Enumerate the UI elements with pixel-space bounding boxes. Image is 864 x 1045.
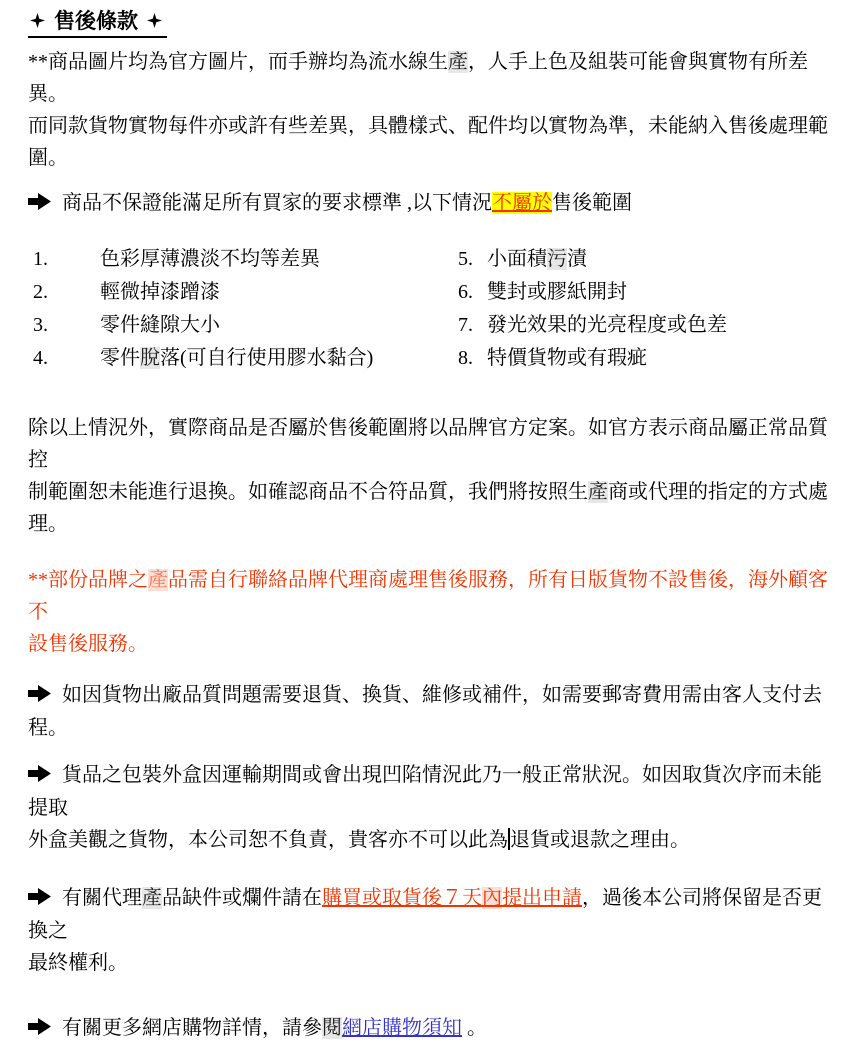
list-number: 5. [458,248,473,270]
page-title-text: 售後條款 [54,9,138,33]
four-pointed-star-icon [30,8,45,35]
intro-line-1 [28,46,840,110]
paragraph-intro [28,46,840,174]
exclusion-list [28,243,840,375]
text-segment: 。 [462,1017,487,1039]
list-number: 1. [33,248,48,270]
arrow-right-icon [28,1013,51,1045]
intro-line-2 [28,110,840,174]
list-number: 3. [33,314,48,336]
paragraph-scope [28,187,840,220]
page-title [28,8,167,38]
text-segment: 退貨或退款之理由。 [510,829,690,851]
decision-line-1 [28,412,840,476]
text-segment: 零件縫隙大小 [100,314,220,336]
four-pointed-star-icon [147,8,162,35]
text-segment: 品需自行聯絡品牌代理商處理售後服務，所有日版貨物不設售後，海外顧客不 [28,569,828,623]
text-segment: 產 [448,51,468,73]
text-segment: 有關代理 [62,887,142,909]
text-segment: 貨品之包裝外盒因運輸期間或會出現凹陷情況此乃一般正常狀況。如因取貨次序而未能提取 [28,764,822,819]
box-note-line-1 [28,759,840,824]
text-segment: 商或代理的指定的方式處理。 [28,481,828,535]
text-segment: 落(可自行使用膠水黏合) [160,347,374,369]
text-segment: 售後範圍 [552,192,632,214]
missing-parts-line-2 [28,947,840,979]
text-segment: 除以上情況外，實際商品是否屬於售後範圍將以品牌官方定案。如官方表示商品屬正常品質控 [28,417,828,471]
list-row [33,342,840,375]
paragraph-brand-notice [28,564,840,660]
text-segment: 產 [148,569,168,591]
paragraph-more-info [28,1012,840,1045]
list-item [487,243,587,276]
missing-parts-text-1 [28,887,822,942]
excluded-highlight: 不屬於 [492,192,552,214]
list-row [33,276,840,309]
brand-notice-line-2 [28,628,840,660]
list-item [100,276,220,309]
shipping-text [28,684,822,739]
scope-text [62,192,632,214]
list-item [487,276,627,309]
arrow-right-icon [28,883,51,915]
store-shopping-notice-link[interactable]: 網店購物須知 [342,1017,462,1039]
list-item [100,309,220,342]
text-segment: 有關更多網店購物詳情，請參 [62,1017,322,1039]
text-segment: 漬 [567,248,587,270]
list-row [33,309,840,342]
list-number: 8. [458,347,473,369]
text-segment: ，人手上色及組裝可能會與實物有所差異。 [28,51,808,105]
text-segment: 提出申請 [502,887,582,909]
text-segment: 閱 [322,1017,342,1039]
text-segment: 設售後服務。 [28,633,148,655]
text-segment: 內 [482,887,502,909]
list-number: 4. [33,347,48,369]
text-segment: 制範圍恕未能進行退換。如確認商品不合符品質，我們將按照生 [28,481,588,503]
text-segment: 零件 [100,347,140,369]
arrow-right-icon [28,188,51,220]
text-segment: 購買或取貨後７天 [322,887,482,909]
text-segment: 小面積 [487,248,547,270]
text-segment: 色彩厚薄濃淡不均等差異 [100,248,320,270]
list-item [100,243,320,276]
decision-line-2 [28,476,840,540]
list-number: 6. [458,281,473,303]
list-row [33,243,840,276]
text-segment: **部份品牌之 [28,569,148,591]
text-segment: 污 [547,248,567,270]
text-segment: 脫 [140,347,160,369]
paragraph-missing-parts [28,882,840,979]
text-segment: 發光效果的光亮程度或色差 [487,314,727,336]
paragraph-box-note [28,759,840,856]
text-segment: 產 [588,481,608,503]
list-item [487,342,647,375]
list-item [487,309,727,342]
text-segment: ，過後本公司將保留是否更換之 [28,887,822,942]
more-info-text [62,1017,487,1039]
text-segment: **商品圖片均為官方圖片，而手辦均為流水線生 [28,51,448,73]
paragraph-shipping [28,679,840,744]
text-segment: 產 [142,887,162,909]
list-number: 7. [458,314,473,336]
list-number: 2. [33,281,48,303]
text-segment: 輕微掉漆蹭漆 [100,281,220,303]
text-segment: 商品不保證能滿足所有買家的要求標準 ,以下情況 [62,192,492,214]
arrow-right-icon [28,680,51,712]
text-segment: 最終權利。 [28,952,128,974]
page-title-row [28,6,840,38]
missing-parts-line-1 [28,882,840,947]
box-note-text-1 [28,764,822,819]
text-segment: 特價貨物或有瑕疵 [487,347,647,369]
text-segment: 品缺件或爛件請在 [162,887,322,909]
text-segment: 如因貨物出廠品質問題需要退貨、換貨、維修或補件，如需要郵寄費用需由客人支付去程。 [28,684,822,739]
text-segment: 外盒美觀之貨物，本公司恕不負責，貴客亦不可以此為 [28,829,508,851]
paragraph-decision [28,412,840,540]
list-item [100,342,373,375]
box-note-line-2 [28,824,840,856]
brand-notice-line-1 [28,564,840,628]
arrow-right-icon [28,760,51,792]
text-segment: 雙封或膠紙開封 [487,281,627,303]
text-segment: 而同款貨物實物每件亦或許有些差異，具體樣式、配件均以實物為準，未能納入售後處理範圍。 [28,115,828,169]
